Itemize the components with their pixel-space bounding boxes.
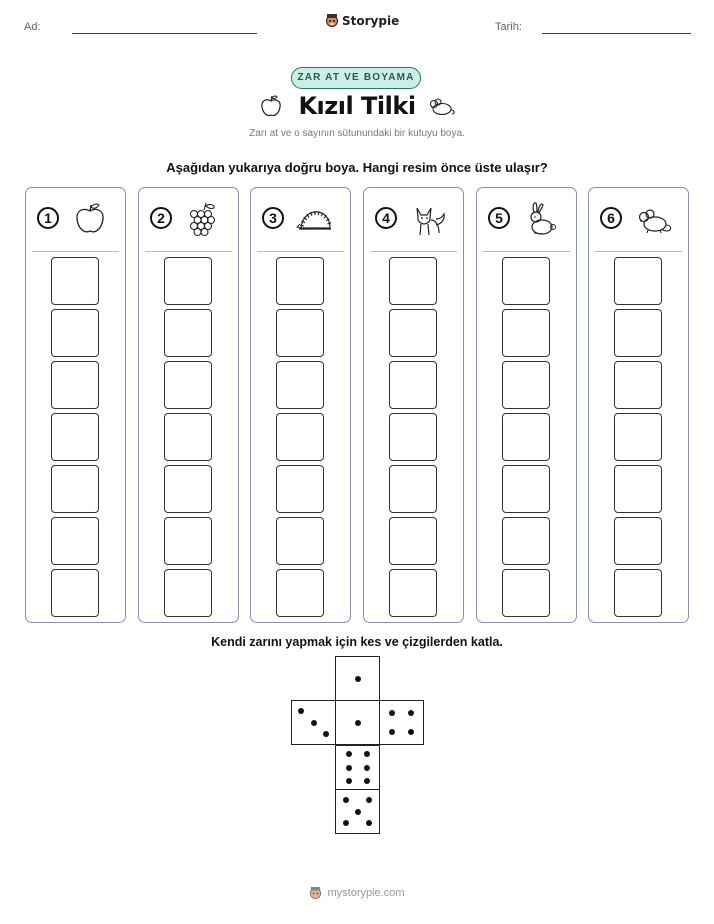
- name-label: Ad:: [24, 21, 41, 33]
- dice-pip: [323, 731, 329, 737]
- color-box[interactable]: [502, 413, 550, 461]
- color-box[interactable]: [614, 413, 662, 461]
- color-box[interactable]: [164, 465, 212, 513]
- column-number: 3: [262, 207, 284, 229]
- column-4: [363, 187, 464, 623]
- dice-pip: [408, 729, 414, 735]
- color-box[interactable]: [502, 517, 550, 565]
- dice-pip: [346, 751, 352, 757]
- hedgehog-icon: [296, 200, 334, 238]
- brand-name: Storypie: [342, 13, 400, 28]
- dice-face-4: [379, 700, 424, 745]
- rabbit-icon: [522, 200, 560, 238]
- dice-pip: [364, 765, 370, 771]
- dice-face-5: [335, 789, 380, 834]
- column-number: 6: [600, 207, 622, 229]
- column-number: 1: [37, 207, 59, 229]
- color-box[interactable]: [276, 257, 324, 305]
- color-box[interactable]: [51, 413, 99, 461]
- dice-pip: [311, 720, 317, 726]
- mouse-icon: [634, 200, 672, 238]
- color-box[interactable]: [164, 257, 212, 305]
- dice-pip: [346, 765, 352, 771]
- dice-face-1: [335, 700, 380, 745]
- color-box[interactable]: [164, 517, 212, 565]
- color-box[interactable]: [389, 465, 437, 513]
- dice-pip: [355, 676, 361, 682]
- color-box[interactable]: [614, 361, 662, 409]
- color-box[interactable]: [51, 465, 99, 513]
- storypie-mascot-icon: [325, 13, 339, 28]
- color-box[interactable]: [164, 413, 212, 461]
- color-box[interactable]: [389, 361, 437, 409]
- apple-icon: [71, 200, 109, 238]
- color-box[interactable]: [614, 309, 662, 357]
- color-box[interactable]: [389, 257, 437, 305]
- dice-face-1: [335, 656, 380, 701]
- column-5: [476, 187, 577, 623]
- brand-logo: [325, 13, 399, 28]
- color-box[interactable]: [502, 361, 550, 409]
- dice-pip: [389, 710, 395, 716]
- mouse-icon: [427, 95, 457, 117]
- color-box[interactable]: [276, 517, 324, 565]
- column-number: 5: [488, 207, 510, 229]
- column-divider: [370, 251, 457, 252]
- color-box[interactable]: [164, 309, 212, 357]
- dice-pip: [343, 797, 349, 803]
- dice-pip: [343, 820, 349, 826]
- dice-pip: [366, 820, 372, 826]
- color-box[interactable]: [614, 465, 662, 513]
- column-3: [250, 187, 351, 623]
- color-box[interactable]: [51, 569, 99, 617]
- color-box[interactable]: [276, 569, 324, 617]
- dice-pip: [408, 710, 414, 716]
- footer: [0, 886, 714, 900]
- page-subtitle: Zarı at ve o sayının sütunundaki bir kutuyu boya.: [249, 128, 465, 139]
- activity-badge: ZAR AT VE BOYAMA: [291, 67, 421, 89]
- color-box[interactable]: [389, 309, 437, 357]
- column-6: [588, 187, 689, 623]
- cut-instruction: Kendi zarını yapmak için kes ve çizgilerden katla.: [211, 635, 503, 649]
- column-2: [138, 187, 239, 623]
- column-divider: [32, 251, 119, 252]
- date-line: [542, 33, 691, 34]
- color-box[interactable]: [389, 413, 437, 461]
- dice-pip: [364, 778, 370, 784]
- dice-face-3: [291, 700, 336, 745]
- column-divider: [483, 251, 570, 252]
- dice-pip: [355, 720, 361, 726]
- column-1: [25, 187, 126, 623]
- dice-pip: [366, 797, 372, 803]
- color-box[interactable]: [164, 361, 212, 409]
- column-number: 4: [375, 207, 397, 229]
- color-box[interactable]: [51, 257, 99, 305]
- column-number: 2: [150, 207, 172, 229]
- dice-pip: [355, 809, 361, 815]
- dice-pip: [346, 778, 352, 784]
- color-box[interactable]: [502, 465, 550, 513]
- storypie-mascot-icon: [309, 886, 322, 900]
- color-box[interactable]: [502, 257, 550, 305]
- color-box[interactable]: [389, 517, 437, 565]
- color-box[interactable]: [276, 413, 324, 461]
- coloring-instruction: Aşağıdan yukarıya doğru boya. Hangi resim önce üste ulaşır?: [166, 160, 548, 175]
- color-box[interactable]: [276, 465, 324, 513]
- color-box[interactable]: [51, 361, 99, 409]
- dice-face-6: [335, 745, 380, 790]
- dice-pip: [364, 751, 370, 757]
- column-divider: [257, 251, 344, 252]
- column-divider: [595, 251, 682, 252]
- color-box[interactable]: [614, 517, 662, 565]
- color-box[interactable]: [614, 257, 662, 305]
- color-box[interactable]: [389, 569, 437, 617]
- color-box[interactable]: [164, 569, 212, 617]
- date-label: Tarih:: [495, 21, 522, 33]
- color-box[interactable]: [51, 309, 99, 357]
- name-line: [72, 33, 257, 34]
- color-box[interactable]: [51, 517, 99, 565]
- dice-pip: [298, 708, 304, 714]
- fox-icon: [409, 200, 447, 238]
- color-box[interactable]: [502, 569, 550, 617]
- dice-pip: [389, 729, 395, 735]
- color-box[interactable]: [614, 569, 662, 617]
- grapes-icon: [184, 200, 222, 238]
- page-title: Kızıl Tilki: [298, 92, 416, 120]
- color-box[interactable]: [502, 309, 550, 357]
- footer-url: mystorypie.com: [327, 887, 405, 899]
- color-box[interactable]: [276, 309, 324, 357]
- column-divider: [145, 251, 232, 252]
- color-box[interactable]: [276, 361, 324, 409]
